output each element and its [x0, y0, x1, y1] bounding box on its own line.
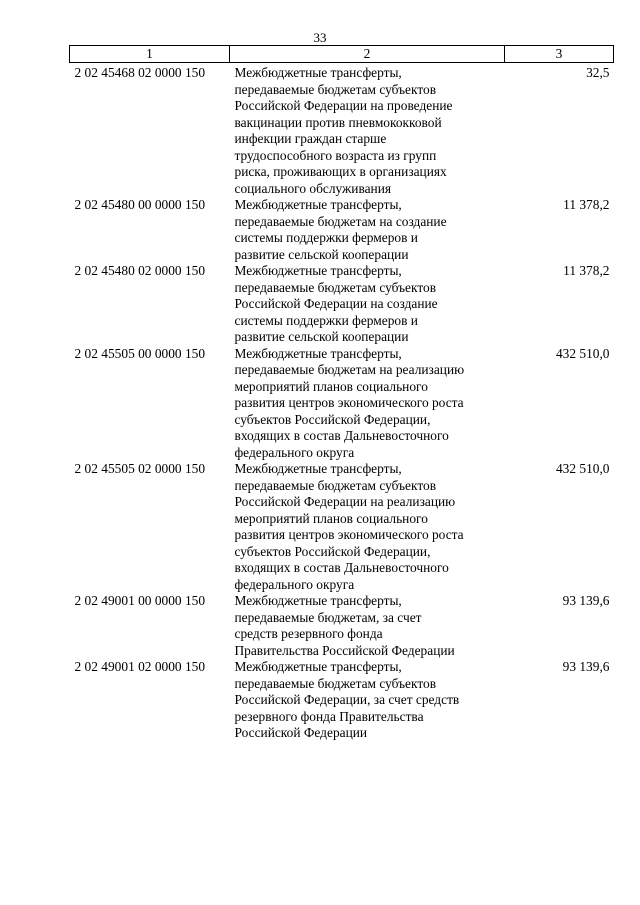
budget-description	[230, 593, 505, 659]
table-row	[70, 346, 614, 462]
budget-description	[230, 346, 505, 462]
description-line: Межбюджетные трансферты,	[234, 65, 402, 80]
budget-description	[230, 659, 505, 742]
description-line: субъектов Российской Федерации,	[234, 543, 431, 559]
budget-code: 2 02 49001 02 0000 150	[74, 659, 206, 674]
table-row	[70, 263, 614, 346]
budget-description	[230, 197, 505, 263]
header-col-2: 2	[230, 46, 505, 63]
header-col-3: 3	[505, 46, 614, 63]
page-number: 33	[313, 30, 327, 45]
description-line: развития центров экономического роста	[234, 527, 464, 542]
budget-description	[230, 63, 505, 198]
description-line: Межбюджетные трансферты,	[234, 345, 402, 361]
description-line: социального обслуживания	[234, 180, 392, 196]
description-line: входящих в состав Дальневосточного	[234, 428, 449, 443]
budget-code: 2 02 45505 00 0000 150	[74, 345, 206, 361]
description-line: системы поддержки фермеров и	[234, 312, 418, 328]
budget-code: 2 02 45468 02 0000 150	[74, 65, 206, 80]
description-line: входящих в состав Дальневосточного	[234, 560, 449, 575]
description-line: Российской Федерации на создание	[234, 296, 438, 311]
description-line: развитие сельской кооперации	[234, 329, 409, 344]
table-header	[70, 46, 614, 63]
budget-amount: 11 378,2	[563, 197, 610, 212]
budget-amount: 93 139,6	[562, 659, 610, 674]
budget-code: 2 02 49001 00 0000 150	[74, 593, 206, 608]
budget-amount: 432 510,0	[555, 461, 610, 476]
budget-amount: 11 378,2	[563, 263, 610, 278]
description-line: Межбюджетные трансферты,	[234, 263, 402, 278]
description-line: вакцинации против пневмококковой	[234, 114, 442, 130]
header-col-1: 1	[70, 46, 230, 63]
description-line: федерального округа	[234, 444, 355, 460]
description-line: инфекции граждан старше	[234, 131, 387, 146]
budget-description	[230, 461, 505, 593]
budget-description	[230, 263, 505, 346]
header-row	[70, 46, 614, 63]
description-line: развитие сельской кооперации	[234, 246, 409, 262]
description-line: Межбюджетные трансферты,	[234, 593, 402, 608]
description-line: мероприятий планов социального	[234, 378, 428, 394]
table-row	[70, 593, 614, 659]
description-line: мероприятий планов социального	[234, 510, 428, 526]
description-line: передаваемые бюджетам на реализацию	[234, 362, 465, 377]
table-row	[70, 659, 614, 742]
description-line: средств резервного фонда	[234, 626, 383, 641]
description-line: субъектов Российской Федерации,	[234, 411, 431, 427]
description-line: Межбюджетные трансферты,	[234, 197, 402, 212]
table-body	[70, 63, 614, 742]
description-line: передаваемые бюджетам субъектов	[234, 81, 437, 97]
description-line: Российской Федерации, за счет средств	[234, 692, 460, 707]
description-line: Межбюджетные трансферты,	[234, 659, 402, 674]
table-row	[70, 461, 614, 593]
description-line: Российской Федерации	[234, 725, 368, 740]
description-line: передаваемые бюджетам на создание	[234, 213, 447, 229]
description-line: риска, проживающих в организациях	[234, 164, 447, 179]
description-line: федерального округа	[234, 576, 355, 592]
budget-code: 2 02 45505 02 0000 150	[74, 461, 206, 476]
budget-code: 2 02 45480 02 0000 150	[74, 263, 206, 278]
description-line: резервного фонда Правительства	[234, 708, 424, 724]
description-line: Межбюджетные трансферты,	[234, 461, 402, 476]
description-line: системы поддержки фермеров и	[234, 230, 418, 245]
budget-table	[69, 45, 614, 742]
description-line: передаваемые бюджетам, за счет	[234, 609, 422, 625]
description-line: Правительства Российской Федерации	[234, 642, 455, 658]
description-line: передаваемые бюджетам субъектов	[234, 279, 437, 295]
description-line: Российской Федерации на проведение	[234, 98, 453, 113]
description-line: трудоспособного возраста из групп	[234, 147, 437, 163]
budget-amount: 93 139,6	[562, 593, 610, 608]
budget-amount: 432 510,0	[555, 345, 610, 361]
budget-amount: 32,5	[586, 65, 610, 80]
description-line: развития центров экономического роста	[234, 395, 464, 410]
table-row	[70, 197, 614, 263]
description-line: передаваемые бюджетам субъектов	[234, 675, 437, 691]
description-line: Российской Федерации на реализацию	[234, 494, 456, 509]
description-line: передаваемые бюджетам субъектов	[234, 477, 437, 493]
table-row	[70, 63, 614, 198]
budget-code: 2 02 45480 00 0000 150	[74, 197, 206, 212]
